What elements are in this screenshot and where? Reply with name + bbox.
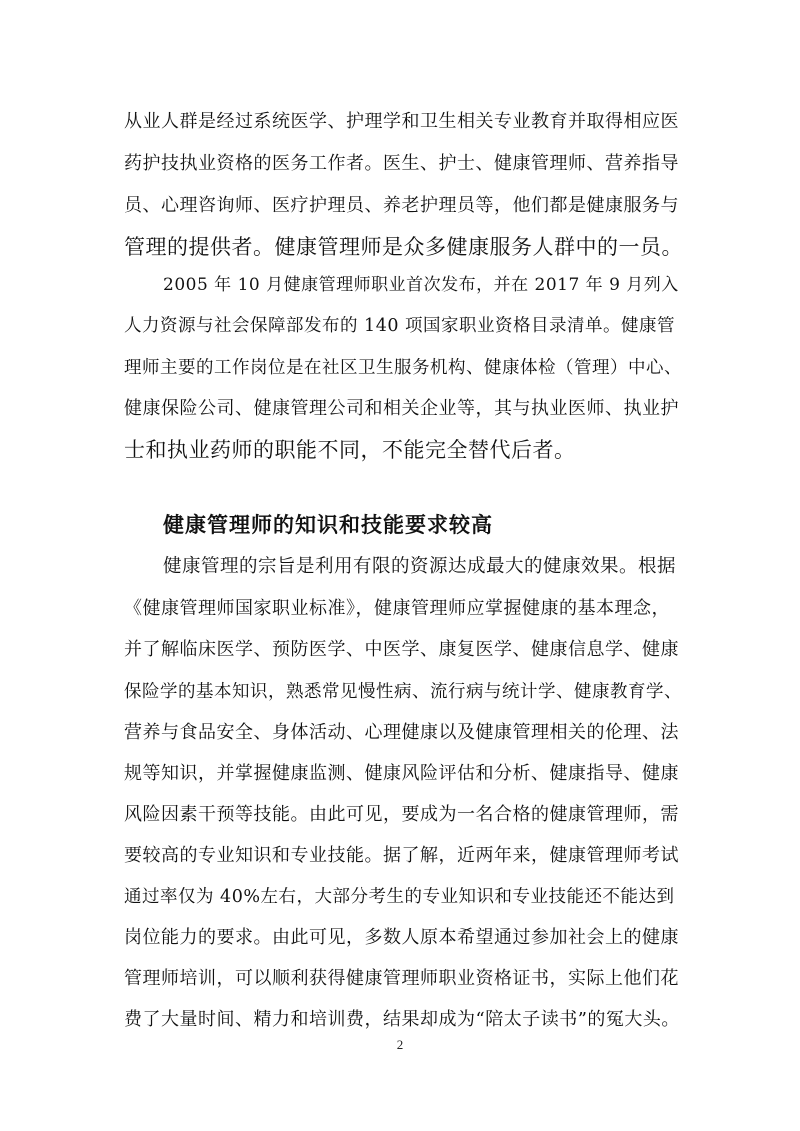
paragraph-line: 健康保险公司、健康管理公司和相关企业等，其与执业医师、执业护 bbox=[124, 398, 679, 419]
paragraph-line: 通过率仅为 40%左右，大部分考生的专业知识和专业技能还不能达到 bbox=[124, 887, 675, 907]
paragraph-line: 营养与食品安全、身体活动、心理健康以及健康管理相关的伦理、法 bbox=[124, 722, 679, 743]
paragraph-line: 理师主要的工作岗位是在社区卫生服务机构、健康体检（管理）中心、 bbox=[124, 358, 682, 378]
paragraph-line: 士和执业药师的职能不同，不能完全替代后者。 bbox=[124, 438, 576, 462]
paragraph-line: 费了大量时间、精力和培训费，结果却成为“陪太子读书”的冤大头。 bbox=[124, 1009, 680, 1030]
paragraph-line: 员、心理咨询师、医疗护理员、养老护理员等，他们都是健康服务与 bbox=[124, 195, 679, 216]
paragraph-line: 管理师培训，可以顺利获得健康管理师职业资格证书，实际上他们花 bbox=[124, 968, 679, 989]
paragraph-line: 人力资源与社会保障部发布的 140 项国家职业资格目录清单。健康管 bbox=[124, 316, 676, 336]
paragraph-line: 要较高的专业知识和专业技能。据了解，近两年来，健康管理师考试 bbox=[124, 845, 679, 866]
paragraph-line: 保险学的基本知识，熟悉常见慢性病、流行病与统计学、健康教育学、 bbox=[124, 682, 682, 702]
paragraph-line: 规等知识，并掌握健康监测、健康风险评估和分析、健康指导、健康 bbox=[124, 763, 679, 784]
section-heading: 健康管理师的知识和技能要求较高 bbox=[163, 512, 493, 537]
paragraph-line: 风险因素干预等技能。由此可见，要成为一名合格的健康管理师，需 bbox=[124, 804, 679, 825]
page-number: 2 bbox=[396, 1037, 404, 1052]
paragraph-line: 《健康管理师国家职业标准》，健康管理师应掌握健康的基本理念， bbox=[124, 598, 670, 619]
paragraph-line: 并了解临床医学、预防医学、中医学、康复医学、健康信息学、健康 bbox=[124, 639, 679, 660]
paragraph-line: 药护技执业资格的医务工作者。医生、护士、健康管理师、营养指导 bbox=[124, 153, 679, 174]
paragraph-line: 从业人群是经过系统医学、护理学和卫生相关专业教育并取得相应医 bbox=[124, 111, 679, 132]
paragraph-line: 管理的提供者。健康管理师是众多健康服务人群中的一员。 bbox=[124, 235, 683, 259]
paragraph-line: 2005 年 10 月健康管理师职业首次发布，并在 2017 年 9 月列入 bbox=[163, 275, 679, 295]
paragraph-line: 健康管理的宗旨是利用有限的资源达成最大的健康效果。根据 bbox=[163, 556, 677, 577]
paragraph-line: 岗位能力的要求。由此可见，多数人原本希望通过参加社会上的健康 bbox=[124, 927, 679, 948]
